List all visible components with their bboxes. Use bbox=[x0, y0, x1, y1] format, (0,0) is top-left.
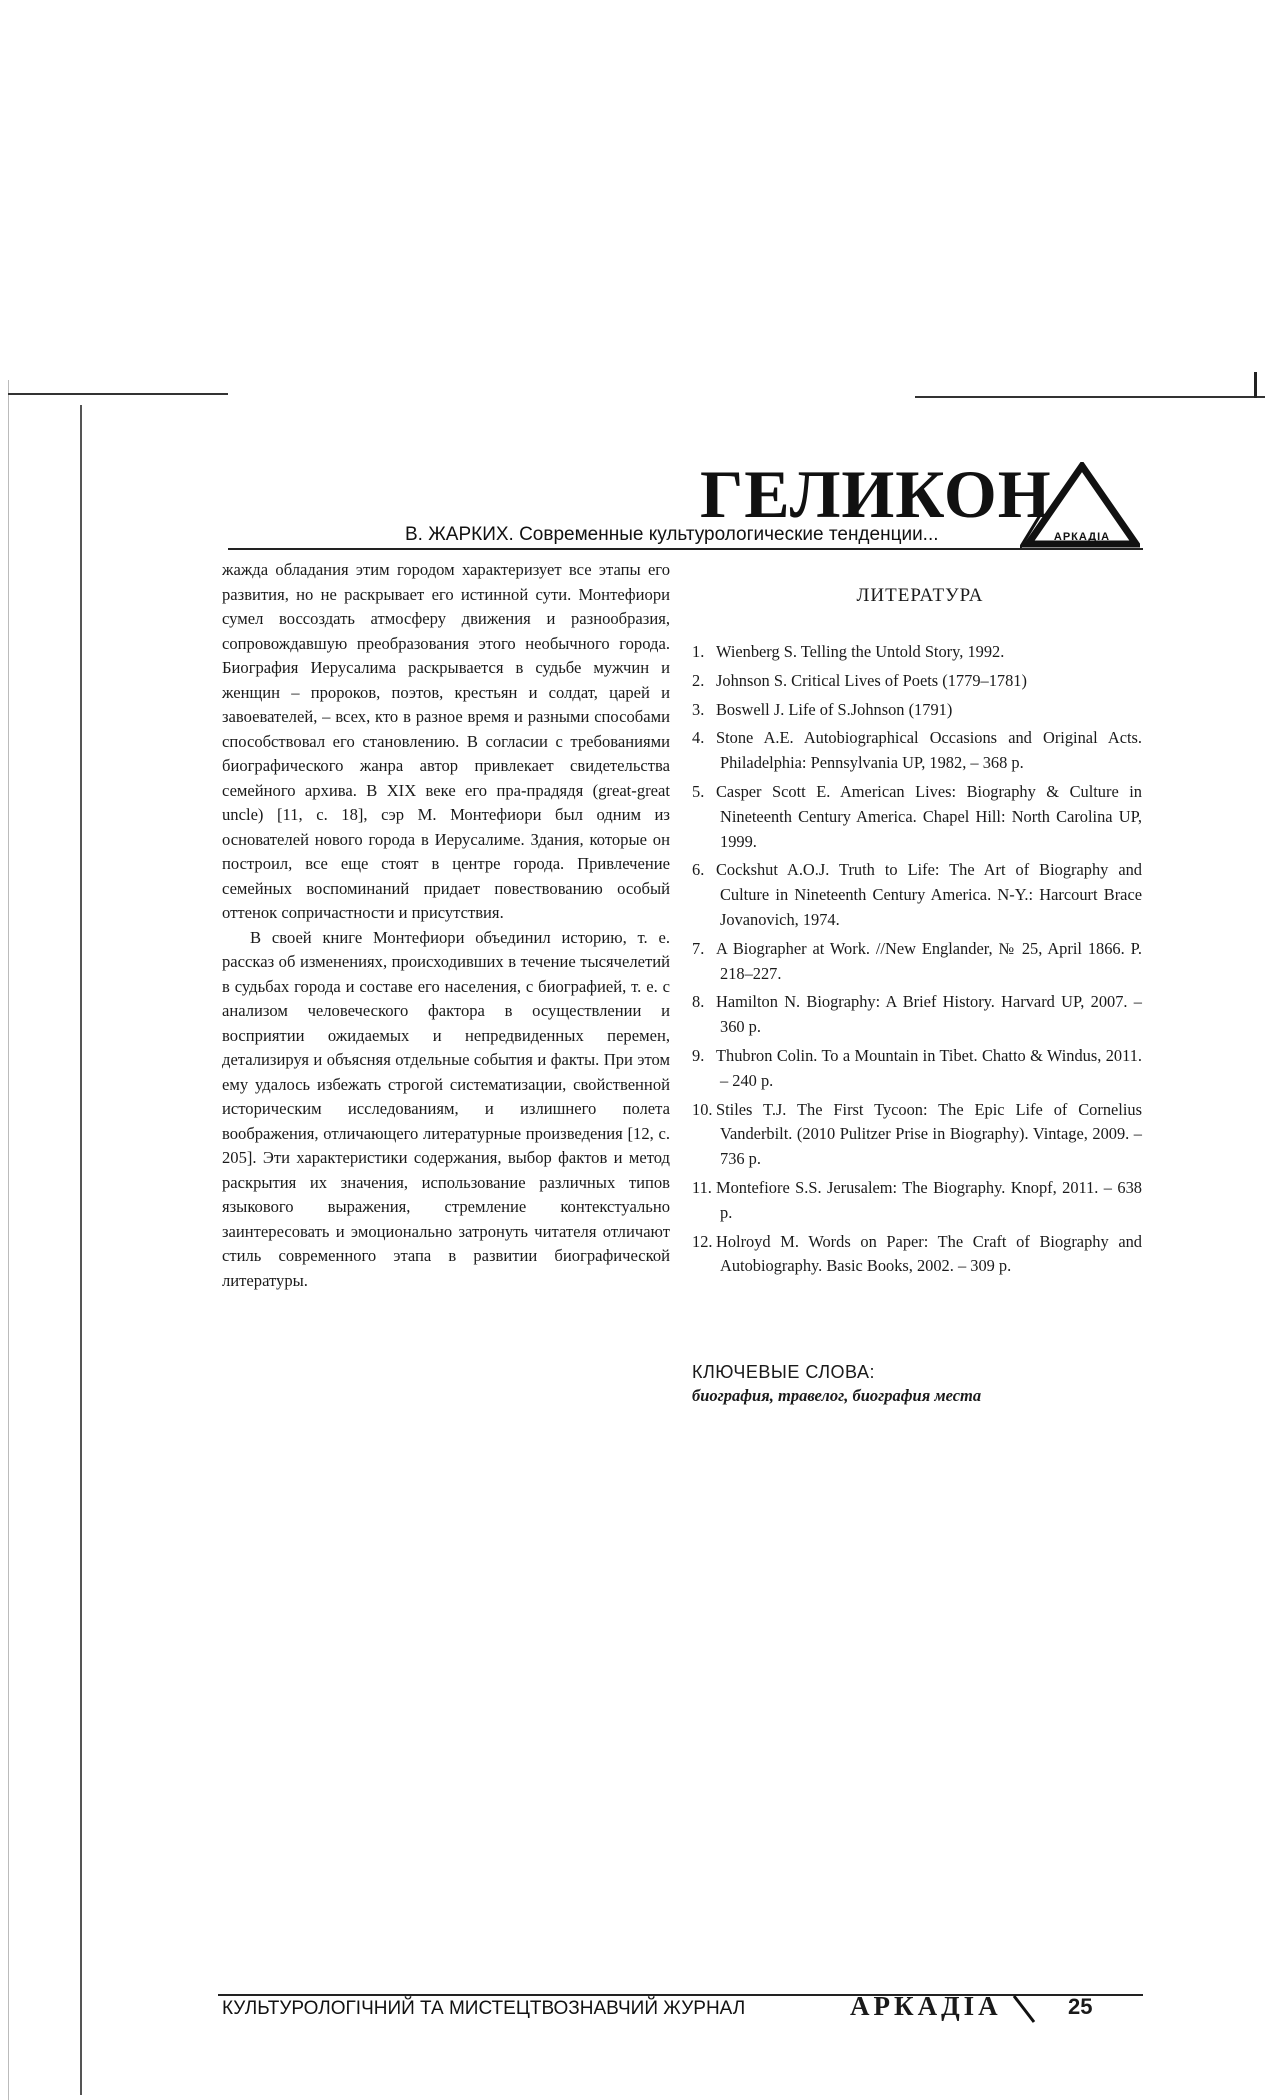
footer-journal-name: КУЛЬТУРОЛОГІЧНИЙ ТА МИСТЕЦТВОЗНАВЧИЙ ЖУРНАЛ bbox=[222, 1998, 746, 2019]
reference-item: 12. Holroyd M. Words on Paper: The Craft of Biography and Autobiography. Basic Books, 2002. – 309 p. bbox=[692, 1231, 1142, 1276]
journal-title: ГЕЛИКОН bbox=[700, 456, 1052, 532]
reference-item: 10. Stiles T.J. The First Tycoon: The Epic Life of Cornelius Vanderbilt. (2010 Pulitzer Prise in Biography). Vintage, 2009. – 736 p. bbox=[692, 1099, 1142, 1169]
scan-corner-mark bbox=[1254, 372, 1257, 398]
reference-item: 7. A Biographer at Work. //New Englander, № 25, April 1866. P. 218–227. bbox=[692, 938, 1142, 983]
body-paragraph: В своей книге Монтефиори объединил историю, т. е. рассказ об изменениях, происходивших в течение тысячелетий в судьбах города и составе его населения, с биографией, т. е. с анализом человеческого фактора в осуществлении и восприятии ожидаемых и непредвиденных перемен, детализируя и объясняя отдельные события и факты. При этом ему удалось избежать строгой систематизации, свойственной историческим исследованиям, и излишнего полета воображения, отличающего литературные произведения [12, с. 205]. Эти характеристики содержания, выбор фактов и метод раскрытия их значения, использование различных типов языкового выражения, стремление контекстуально заинтересовать и эмоционально затронуть читателя отличают стиль современного этапа в развитии биографической литературы. bbox=[222, 927, 670, 1290]
article-body bbox=[222, 558, 670, 1293]
scan-cut-line bbox=[915, 396, 1265, 398]
keywords-heading: КЛЮЧЕВЫЕ СЛОВА: bbox=[692, 1362, 875, 1382]
page-number: 25 bbox=[1068, 1994, 1093, 2019]
reference-item: 9. Thubron Colin. To a Mountain in Tibet. Chatto & Windus, 2011. – 240 p. bbox=[692, 1045, 1142, 1090]
running-head: В. ЖАРКИХ. Современные культурологические тенденции... bbox=[405, 524, 939, 545]
reference-item: 1. Wienberg S. Telling the Untold Story, 1992. bbox=[692, 642, 1005, 661]
reference-item: 6. Cockshut A.O.J. Truth to Life: The Art of Biography and Culture in Nineteenth Century America. N-Y.: Harcourt Brace Jovanovich, 1974. bbox=[692, 860, 1142, 929]
reference-item: 2. Johnson S. Critical Lives of Poets (1779–1781) bbox=[692, 670, 1027, 690]
reference-item: 3. Boswell J. Life of S.Johnson (1791) bbox=[692, 699, 953, 719]
literature-heading: ЛИТЕРАТУРА bbox=[856, 585, 984, 606]
reference-item: 11. Montefiore S.S. Jerusalem: The Biography. Knopf, 2011. – 638 p. bbox=[692, 1177, 1142, 1222]
body-paragraph: жажда обладания этим городом характеризует все этапы его развития, но не раскрывает его истинной сути. Монтефиори сумел воссоздать атмосферу движения и разнообразия, сопровождавшую преобразования этого необычного города. Биография Иерусалима раскрывается в судьбе мужчин и женщин – пророков, поэтов, крестьян и солдат, царей и завоевателей, – всех, кто в разное время и разными способами способствовал его становлению. В согласии с требованиями биографического жанра автор привлекает свидетельства семейного архива. В XIX веке его пра-прадядя (great-great uncle) [11, с. 18], сэр М. Монтефиори был одним из основателей нового города в Иерусалиме. Здания, которые он построил, все еще стоят в центре города. Привлечение семейных воспоминаний придает повествованию особый оттенок сопричастности и присутствия. bbox=[222, 560, 670, 922]
arkadia-logo bbox=[1020, 462, 1140, 550]
footer-brand: АРКАДІА bbox=[850, 1991, 1002, 2021]
footer-slash-icon bbox=[1010, 1994, 1038, 2024]
reference-item: 4. Stone A.E. Autobiographical Occasions and Original Acts. Philadelphia: Pennsylvania UP, 1982, – 368 p. bbox=[692, 728, 1142, 773]
scan-cut-line bbox=[8, 393, 228, 395]
keywords-text: биография, травелог, биография места bbox=[692, 1386, 982, 1405]
header-rule bbox=[228, 548, 1143, 550]
footer-rule bbox=[218, 1994, 1143, 1996]
logo-text: АРКАДІА bbox=[1053, 531, 1111, 543]
reference-list bbox=[692, 640, 1142, 1283]
margin-rule bbox=[80, 405, 82, 2095]
reference-item: 5. Casper Scott E. American Lives: Biography & Culture in Nineteenth Century America. Chapel Hill: North Carolina UP, 1999. bbox=[692, 781, 1142, 851]
reference-item: 8. Hamilton N. Biography: A Brief History. Harvard UP, 2007. – 360 p. bbox=[692, 992, 1142, 1037]
binding-edge-line bbox=[8, 380, 9, 2100]
